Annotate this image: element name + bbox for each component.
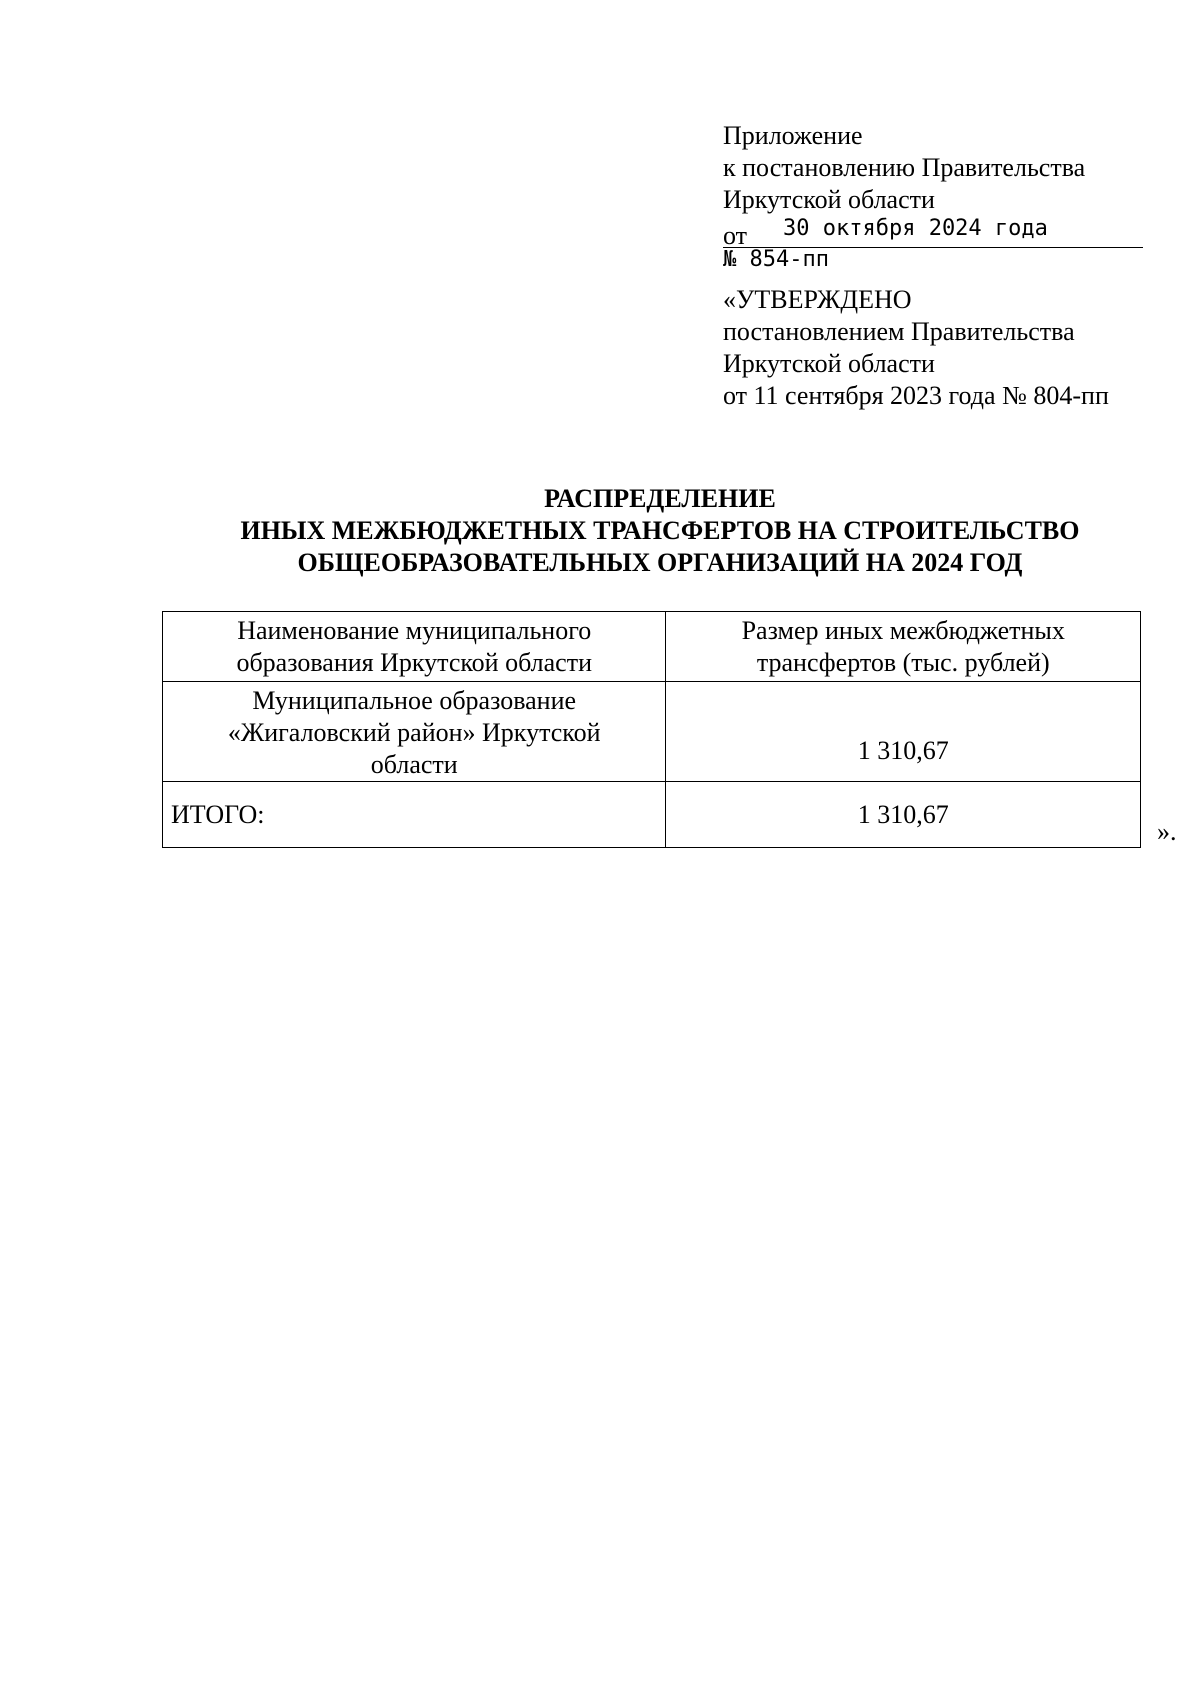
header-amount-line-1: Размер иных межбюджетных <box>741 615 1065 645</box>
distribution-table <box>162 611 1141 848</box>
appendix-region: Иркутской области <box>723 185 935 214</box>
approved-region: Иркутской области <box>723 349 935 378</box>
appendix-resolution-ref: к постановлению Правительства <box>723 153 1086 182</box>
table-total-row <box>163 782 1141 848</box>
row-amount: 1 310,67 <box>666 682 1141 782</box>
header-municipality-line-1: Наименование муниципального <box>237 615 592 645</box>
appendix-header <box>723 120 1143 412</box>
appendix-date-line <box>723 216 1143 248</box>
appendix-number: № 854-пп <box>723 247 829 272</box>
header-amount <box>666 612 1141 682</box>
approved-stamp <box>723 284 1143 412</box>
approved-resolution: постановлением Правительства <box>723 317 1075 346</box>
title-line-2: ИНЫХ МЕЖБЮДЖЕТНЫХ ТРАНСФЕРТОВ НА СТРОИТЕЛЬСТВО <box>240 516 1080 545</box>
header-municipality <box>163 612 666 682</box>
total-amount: 1 310,67 <box>666 782 1141 848</box>
table-header-row <box>163 612 1141 682</box>
document-title <box>160 483 1160 579</box>
appendix-date-prefix: от <box>723 221 748 250</box>
title-line-1: РАСПРЕДЕЛЕНИЕ <box>544 484 776 513</box>
approved-date-number: от 11 сентября 2023 года № 804-пп <box>723 381 1109 410</box>
total-label: ИТОГО: <box>163 782 666 848</box>
closing-quote-mark: ». <box>1157 817 1177 846</box>
row-municipality-name <box>163 682 666 782</box>
row-name-line-1: Муниципальное образование <box>252 686 577 715</box>
title-line-3: ОБЩЕОБРАЗОВАТЕЛЬНЫХ ОРГАНИЗАЦИЙ НА 2024 ГОД <box>297 548 1023 577</box>
header-amount-line-2: трансфертов (тыс. рублей) <box>756 647 1050 677</box>
row-name-line-3: области <box>370 750 458 779</box>
row-name-line-2: «Жигаловский район» Иркутской <box>227 718 601 747</box>
appendix-date-value: 30 октября 2024 года <box>783 216 1048 241</box>
appendix-label: Приложение <box>723 121 863 150</box>
approved-label: «УТВЕРЖДЕНО <box>723 285 912 314</box>
table-row <box>163 682 1141 782</box>
header-municipality-line-2: образования Иркутской области <box>236 647 592 677</box>
